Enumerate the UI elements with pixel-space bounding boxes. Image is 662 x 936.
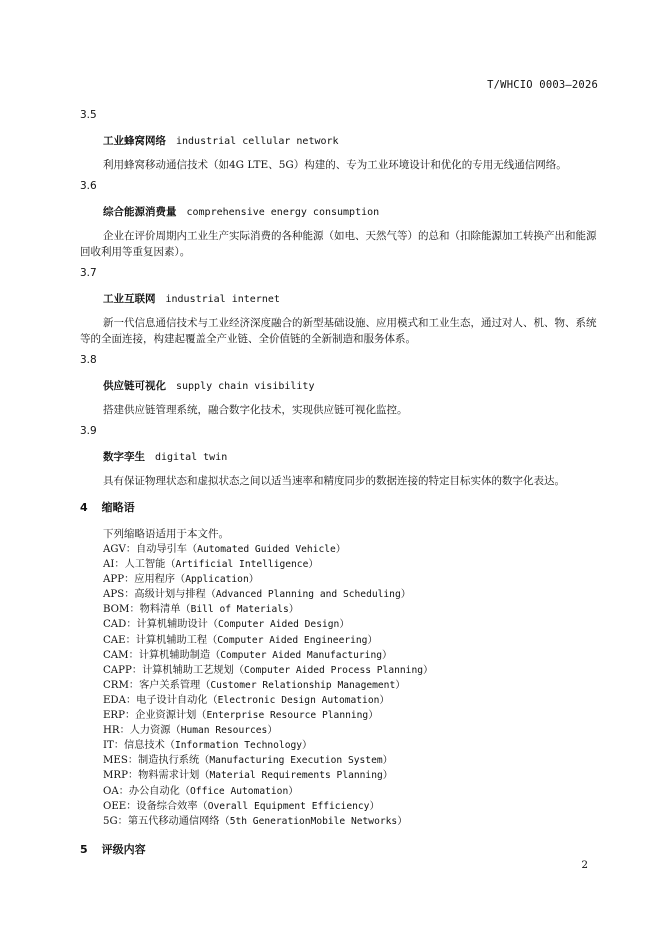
abbreviation-en: Application	[185, 574, 249, 586]
page-number: 2	[581, 859, 588, 871]
section-heading-rating-content	[80, 843, 600, 857]
abbreviation-zh: 信息技术	[124, 740, 165, 752]
document-id: T/WHCIO 0003—2026	[487, 79, 598, 91]
abbreviation-code: IT	[103, 740, 114, 752]
abbreviation-en: Bill of Materials	[190, 604, 289, 616]
abbreviation-zh: 计算机辅助设计	[136, 619, 208, 631]
abbreviation-en: Manufacturing Execution System	[209, 755, 383, 767]
abbreviation-item: APS：高级计划与排程（Advanced Planning and Scheduling）	[103, 589, 411, 601]
abbreviation-en: Overall Equipment Efficiency	[207, 800, 370, 812]
abbreviation-code: CAM	[103, 649, 129, 661]
term-number: 3.6	[80, 180, 97, 192]
term-definition: 利用蜂窝移动通信技术（如4G LTE、5G）构建的、专为工业环境设计和优化的专用无线通信网络。	[103, 159, 567, 171]
abbreviation-list	[103, 542, 600, 829]
abbreviation-code: AGV	[103, 544, 126, 555]
term-entry	[80, 353, 600, 418]
abbreviation-item: CAPP：计算机辅助工艺规划（Computer Aided Process Planning）	[103, 664, 434, 676]
term-heading	[103, 292, 600, 307]
abbreviation-zh: 设备综合效率	[136, 800, 198, 812]
abbreviation-en: Computer Aided Manufacturing	[220, 649, 383, 661]
term-en: comprehensive energy consumption	[186, 207, 380, 218]
term-zh: 工业蜂窝网络	[103, 135, 166, 147]
abbreviation-zh: 制造执行系统	[138, 755, 200, 767]
abbreviation-item: OA：办公自动化（Office Automation）	[103, 785, 299, 797]
abbreviation-zh: 高级计划与排程	[134, 589, 206, 601]
term-en: industrial cellular network	[176, 136, 339, 147]
abbreviation-code: MES	[103, 755, 128, 767]
term-entry	[80, 424, 600, 489]
abbreviation-item: CAE：计算机辅助工程（Computer Aided Engineering）	[103, 634, 378, 646]
term-en: industrial internet	[165, 294, 280, 305]
abbreviation-zh: 企业资源计划	[135, 710, 197, 722]
abbreviation-zh: 人力资源	[129, 725, 171, 737]
term-definition: 企业在评价周期内工业生产实际消费的各种能源（如电、天然气等）的总和（扣除能源加工转换产出和能源回收利用等重复因素）。	[80, 230, 597, 258]
abbreviation-item: EDA：电子设计自动化（Electronic Design Automation）	[103, 694, 390, 706]
term-number: 3.7	[80, 267, 97, 279]
abbreviation-en: Automated Guided Vehicle	[197, 544, 336, 555]
abbreviation-code: CRM	[103, 679, 129, 691]
abbreviation-code: APP	[103, 574, 125, 586]
term-en: digital twin	[155, 452, 228, 463]
abbreviation-en: Electronic Design Automation	[217, 694, 380, 706]
abbreviation-item: AI：人工智能（Artificial Intelligence）	[103, 559, 319, 571]
abbreviation-en: Computer Aided Process Planning	[243, 664, 423, 676]
abbreviation-item: MRP：物料需求计划（Material Requirements Planning）	[103, 770, 393, 782]
section-heading-abbreviations	[80, 501, 600, 515]
abbreviation-zh: 自动导引车	[136, 544, 187, 555]
abbreviation-zh: 物料需求计划	[138, 770, 200, 782]
abbreviation-zh: 人工智能	[124, 559, 166, 571]
term-definition: 搭建供应链管理系统，融合数字化技术，实现供应链可视化监控。	[103, 404, 408, 416]
term-number: 3.5	[80, 109, 97, 121]
abbreviation-code: MRP	[103, 770, 128, 782]
term-zh: 数字孪生	[103, 451, 145, 463]
term-zh: 综合能源消费量	[103, 206, 177, 218]
section-number: 4	[80, 501, 88, 514]
abbreviation-en: Advanced Planning and Scheduling	[215, 589, 401, 601]
term-definition: 新一代信息通信技术与工业经济深度融合的新型基础设施、应用模式和工业生态，通过对人、机、物、系统等的全面连接，构建起覆盖全产业链、全价值链的全新制造和服务体系。	[80, 317, 597, 345]
abbreviation-code: AI	[103, 559, 115, 571]
abbreviation-item: APP：应用程序（Application）	[103, 574, 259, 586]
abbreviation-code: EDA	[103, 694, 126, 706]
abbreviation-en: Computer Aided Engineering	[217, 634, 368, 646]
abbreviation-zh: 办公自动化	[128, 785, 180, 797]
term-entry	[80, 108, 600, 173]
abbreviation-en: Human Resources	[180, 725, 268, 737]
term-heading	[103, 205, 600, 220]
term-heading	[103, 134, 600, 149]
abbreviation-code: 5G	[103, 815, 118, 827]
abbreviation-zh: 客户关系管理	[139, 679, 201, 691]
abbreviation-zh: 第五代移动通信网络	[127, 815, 220, 827]
abbreviation-zh: 计算机辅助制造	[138, 649, 211, 661]
abbreviation-code: OEE	[103, 800, 127, 812]
term-zh: 供应链可视化	[103, 380, 166, 392]
abbreviation-item: AGV：自动导引车（Automated Guided Vehicle）	[103, 544, 346, 555]
abbreviation-en: Computer Aided Design	[218, 619, 340, 631]
abbreviation-item: IT：信息技术（Information Technology）	[103, 740, 313, 752]
term-definition: 具有保证物理状态和虚拟状态之间以适当速率和精度同步的数据连接的特定目标实体的数字化表达。	[103, 475, 565, 487]
term-entry	[80, 179, 600, 260]
abbreviation-code: HR	[103, 725, 120, 737]
abbreviation-item: CAM：计算机辅助制造（Computer Aided Manufacturing）	[103, 649, 393, 661]
term-entry	[80, 266, 600, 347]
abbreviation-code: CAE	[103, 634, 126, 646]
abbreviation-code: CAD	[103, 619, 127, 631]
abbreviation-en: Material Requirements Planning	[209, 770, 383, 782]
abbreviation-en: 5th GenerationMobile Networks	[229, 815, 398, 827]
term-number: 3.9	[80, 425, 97, 437]
abbreviation-en: Enterprise Resource Planning	[206, 710, 369, 722]
term-heading	[103, 450, 600, 465]
abbreviation-code: BOM	[103, 604, 130, 616]
abbreviations-intro: 下列缩略语适用于本文件。	[103, 528, 229, 540]
term-en: supply chain visibility	[176, 381, 315, 392]
abbreviation-code: OA	[103, 785, 119, 797]
abbreviation-item: CAD：计算机辅助设计（Computer Aided Design）	[103, 619, 350, 631]
term-number: 3.8	[80, 354, 97, 366]
abbreviation-en: Information Technology	[174, 740, 303, 752]
term-heading	[103, 379, 600, 394]
abbreviation-item: OEE：设备综合效率（Overall Equipment Efficiency）	[103, 800, 380, 812]
section-number: 5	[80, 842, 88, 856]
abbreviation-item: HR：人力资源（Human Resources）	[103, 725, 278, 737]
abbreviation-zh: 应用程序	[134, 574, 176, 586]
abbreviation-item: BOM：物料清单（Bill of Materials）	[103, 604, 299, 616]
abbreviation-item: MES：制造执行系统（Manufacturing Execution System）	[103, 755, 393, 767]
abbreviation-code: CAPP	[103, 664, 132, 676]
abbreviation-en: Artificial Intelligence	[175, 559, 309, 571]
abbreviation-item: CRM：客户关系管理（Customer Relationship Management）	[103, 679, 406, 691]
abbreviation-zh: 电子设计自动化	[136, 694, 208, 706]
main-content	[80, 108, 600, 869]
section-title: 评级内容	[101, 842, 146, 856]
abbreviation-zh: 计算机辅助工艺规划	[142, 664, 234, 676]
abbreviation-code: ERP	[103, 710, 125, 722]
section-title: 缩略语	[101, 501, 135, 514]
abbreviation-en: Customer Relationship Management	[210, 679, 396, 691]
abbreviation-zh: 物料清单	[139, 604, 181, 616]
abbreviation-item: 5G：第五代移动通信网络（5th GenerationMobile Networks）	[103, 815, 408, 827]
abbreviation-zh: 计算机辅助工程	[135, 634, 208, 646]
abbreviation-en: Office Automation	[190, 785, 289, 797]
abbreviation-code: APS	[103, 589, 125, 601]
term-zh: 工业互联网	[103, 293, 156, 305]
abbreviation-item: ERP：企业资源计划（Enterprise Resource Planning）	[103, 710, 379, 722]
